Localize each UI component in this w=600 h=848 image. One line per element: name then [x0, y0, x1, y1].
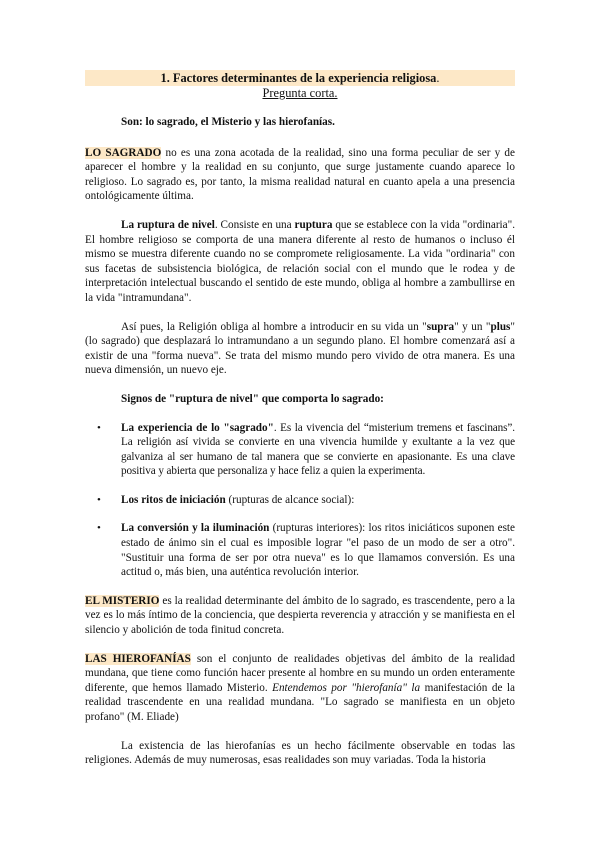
- list-item: [85, 493, 515, 508]
- paragraph-text: es la realidad determinante del ámbito de lo sagrado, es trascendente, pero a la vez es lo más íntimo de la conciencia, que despierta reverencia y atracción y se manifiesta en el silencio y abolición de toda finitud concreta.: [85, 594, 516, 637]
- intro-heading: Son: lo sagrado, el Misterio y las hierofanías.: [121, 116, 335, 128]
- list-item-term: La experiencia de lo "sagrado": [121, 421, 274, 434]
- list-item: [85, 521, 515, 579]
- bullet-icon: •: [97, 522, 101, 535]
- paragraph-el-misterio: [85, 594, 515, 638]
- paragraph-text: que se establece con la vida "ordinaria". El hombre religioso se comporta de una manera diferente al resto de humanos o incluso él mismo se muestra diferente cuando no se compromete religiosamente. La vida "ordinaria" con sus facetas de subsistencia biológica, de relación social con el mundo que le rodea y de interpretación intelectual buscando el sentido de este mundo, obliga al hombre a zambullirse en la vida "intramundana".: [85, 218, 515, 304]
- paragraph-text: manifestación de la realidad trascendente en una realidad mundana. "Lo sagrado se manifiesta en un objeto profano" (M. Eliade): [85, 681, 515, 723]
- paragraph-text: . Consiste en una: [214, 218, 295, 231]
- list-item-text: (rupturas interiores): los ritos iniciáticos suponen este estado de ánimo sin el cual es imposible lograr "el paso de un modo de ser a otro". "Sustituir una forma de ser por otra nueva" es lo que llamamos conversión. Es una actitud o, más bien, una auténtica revolución interior.: [121, 522, 515, 579]
- paragraph-text: son el conjunto de realidades objetivas del ámbito de la realidad mundana, que tiene como función hacer presente al hombre en su mundo un orden enteramente diferente, que hemos llamado Misterio.: [85, 652, 515, 694]
- paragraph-lo-sagrado: [85, 146, 515, 204]
- paragraph-existencia-hierofanias: [85, 739, 515, 768]
- list-item-text: (rupturas de alcance social):: [225, 493, 355, 506]
- section-subtitle: Pregunta corta.: [262, 86, 338, 100]
- paragraph-text: " y un ": [454, 320, 491, 333]
- term-lo-sagrado: LO SAGRADO: [85, 146, 162, 159]
- term-el-misterio: EL MISTERIO: [85, 594, 160, 607]
- paragraph-supra-plus: [85, 320, 515, 378]
- document-body: [85, 70, 515, 782]
- title-period: .: [436, 71, 440, 85]
- term-las-hierofanias: LAS HIEROFANÍAS: [85, 652, 191, 665]
- paragraph-text: La existencia de las hierofanías es un hecho fácilmente observable en todas las religiones. Además de muy numerosas, esas realidades son muy variadas. Toda la historia: [85, 739, 515, 767]
- bold-word: ruptura: [294, 218, 333, 231]
- italic-text: Entendemos por "hierofanía" la: [272, 681, 421, 694]
- paragraph-ruptura-de-nivel: [85, 218, 515, 306]
- paragraph-las-hierofanias: [85, 652, 515, 725]
- list-item-text: . Es la vivencia del “misterium tremens et fascinans”. La religión así vivida se convierte en una vivencia humilde y exultante a la vez que galvaniza al ser humano de tal manera que se convierte en apasionante. Es una clave positiva y abierta que personaliza y hace feliz a quien la experimenta.: [121, 421, 515, 478]
- bold-word: plus: [490, 320, 511, 333]
- bullet-icon: •: [97, 493, 101, 506]
- paragraph-text: " (lo sagrado) que desplazará lo intramundano a un segundo plano. El hombre comenzará así a existir de una "forma nueva". Se trata del mismo mundo pero vivido de otra manera. Es una nueva dimensión, un nuevo eje.: [85, 320, 515, 377]
- signs-list: [85, 421, 515, 580]
- list-item-term: Los ritos de iniciación: [121, 493, 226, 506]
- section-title: [85, 70, 515, 86]
- term-ruptura-de-nivel: La ruptura de nivel: [121, 218, 215, 231]
- paragraph-text: no es una zona acotada de la realidad, sino una forma peculiar de ser y de aparecer el hombre y la realidad en su conjunto, que surge justamente cuando aparece lo religioso. Lo sagrado es, por tanto, la misma realidad natural en cuanto apela a una presencia ontológicamente última.: [85, 146, 515, 203]
- list-item-term: La conversión y la iluminación: [121, 522, 270, 535]
- signs-heading: Signos de "ruptura de nivel" que comporta lo sagrado:: [121, 392, 384, 405]
- bullet-icon: •: [97, 421, 101, 434]
- title-text: 1. Factores determinantes de la experiencia religiosa: [160, 71, 437, 85]
- paragraph-text: Así pues, la Religión obliga al hombre a introducir en su vida un ": [121, 320, 427, 333]
- list-item: [85, 421, 515, 479]
- bold-word: supra: [426, 320, 455, 333]
